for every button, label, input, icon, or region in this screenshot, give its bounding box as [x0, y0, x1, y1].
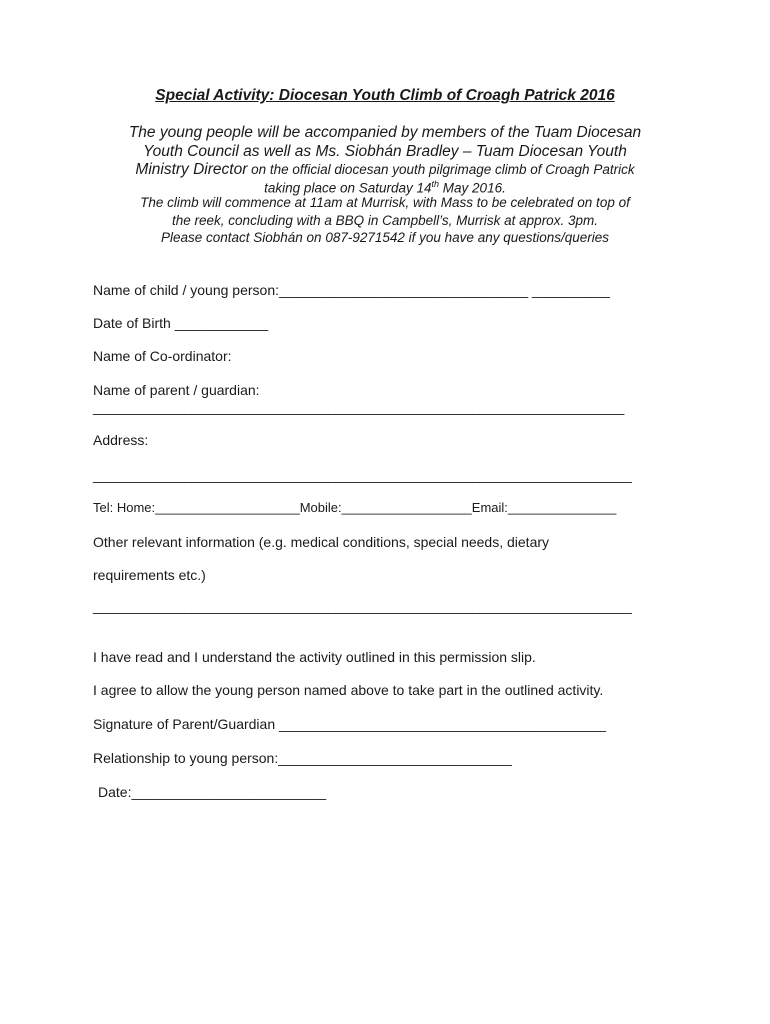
intro-date-month: May 2016. — [439, 180, 506, 196]
address-line[interactable]: _______________________________________________________________________ — [93, 467, 632, 483]
child-name-field[interactable]: Name of child / young person:________________________________ __________ — [93, 282, 610, 298]
date-field[interactable]: Date:_________________________ — [98, 784, 327, 800]
intro-date-sup: th — [431, 179, 440, 189]
coordinator-field[interactable]: Name of Co-ordinator: — [93, 348, 232, 364]
page-title: Special Activity: Diocesan Youth Climb of Croagh Patrick 2016 — [155, 87, 615, 104]
guardian-name-label: Name of parent / guardian: — [93, 382, 260, 398]
intro-date-text: taking place on Saturday 14 — [264, 180, 432, 196]
other-info-line[interactable]: _______________________________________________________________________ — [93, 598, 632, 614]
read-statement: I have read and I understand the activity outlined in this permission slip. — [93, 649, 536, 665]
intro-line-7: Please contact Siobhán on 087-9271542 if you have any questions/queries — [160, 230, 610, 245]
intro-line-3-rest: on the official diocesan youth pilgrimage climb of Croagh Patrick — [247, 162, 635, 177]
contact-numbers-field[interactable]: Tel: Home:____________________Mobile:__________________Email:_______________ — [93, 500, 617, 515]
agree-statement: I agree to allow the young person named above to take part in the outlined activity. — [93, 682, 604, 698]
intro-line-5: The climb will commence at 11am at Murrisk, with Mass to be celebrated on top of — [140, 195, 630, 210]
other-info-label-2: requirements etc.) — [93, 567, 206, 583]
date-of-birth-field[interactable]: Date of Birth ____________ — [93, 315, 269, 331]
address-label: Address: — [93, 432, 149, 448]
intro-line-4 — [0, 179, 770, 196]
intro-line-2: Youth Council as well as Ms. Siobhán Bradley – Tuam Diocesan Youth — [143, 143, 627, 160]
intro-line-1: The young people will be accompanied by members of the Tuam Diocesan — [128, 124, 642, 141]
intro-line-3 — [0, 161, 770, 179]
guardian-name-line[interactable]: ______________________________________________________________________ — [93, 399, 625, 415]
signature-field[interactable]: Signature of Parent/Guardian __________________________________________ — [93, 716, 607, 732]
intro-line-6: the reek, concluding with a BBQ in Campbell’s, Murrisk at approx. 3pm. — [172, 213, 598, 228]
relationship-field[interactable]: Relationship to young person:______________________________ — [93, 750, 512, 766]
other-info-label-1: Other relevant information (e.g. medical conditions, special needs, dietary — [93, 534, 550, 550]
intro-line-3-role: Ministry Director — [135, 161, 248, 178]
